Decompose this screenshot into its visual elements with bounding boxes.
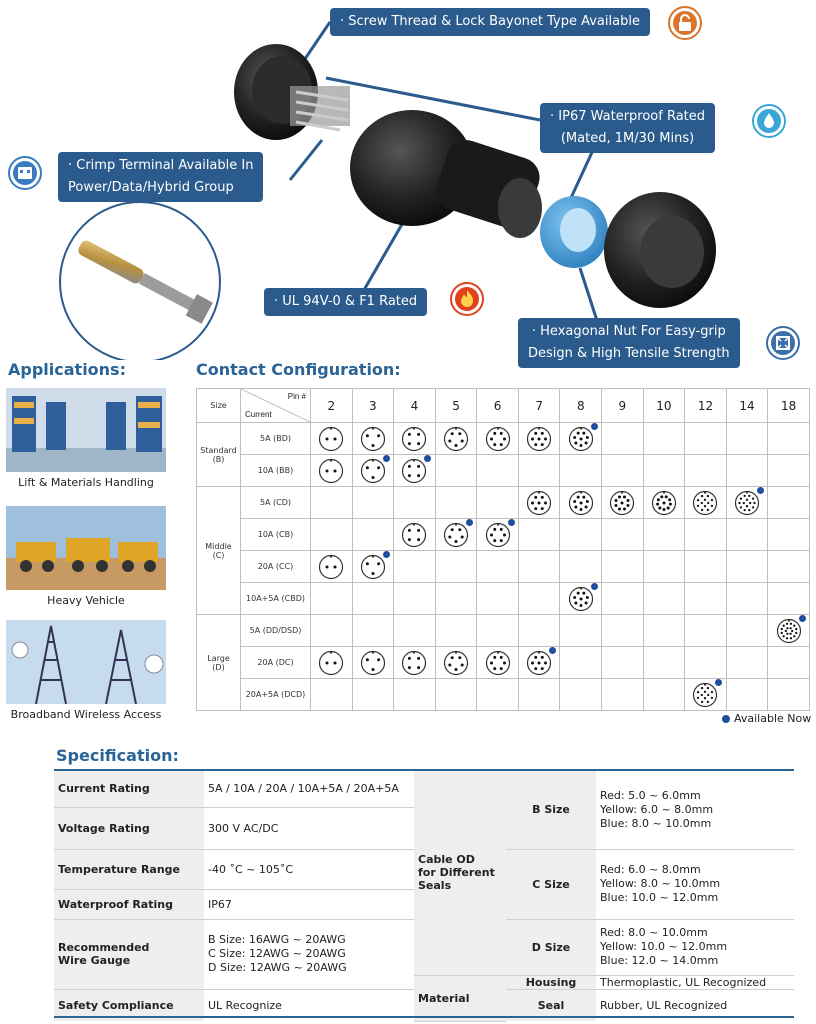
callout-screw-text: · Screw Thread & Lock Bayonet Type Available <box>340 14 640 29</box>
contact-cell <box>560 455 602 487</box>
contact-cell <box>477 615 519 647</box>
contact-cell <box>394 423 436 455</box>
available-dot-icon <box>508 519 515 526</box>
contact-cell <box>311 583 353 615</box>
contact-cell <box>311 455 353 487</box>
contact-cell <box>435 583 477 615</box>
contact-cell <box>643 583 685 615</box>
contact-cell <box>560 615 602 647</box>
specification-table <box>54 771 794 1022</box>
callout-hex-text-2: Design & High Tensile Strength <box>528 346 730 361</box>
contact-cell <box>518 519 560 551</box>
crimp-terminal-icon <box>8 156 42 190</box>
contact-row <box>197 455 810 487</box>
contact-cell <box>726 679 768 711</box>
available-dot-icon <box>383 551 390 558</box>
d-size-yellow: Yellow: 10.0 ~ 12.0mm <box>600 940 728 953</box>
contact-cell <box>352 455 394 487</box>
available-dot-icon <box>591 423 598 430</box>
pin-count-header: 4 <box>394 389 436 423</box>
pin-layout-icon <box>485 650 511 676</box>
contact-cell <box>726 519 768 551</box>
spec-bottom-rule <box>54 1016 794 1018</box>
contact-cell <box>477 647 519 679</box>
contact-cell <box>602 423 644 455</box>
contact-cell <box>643 647 685 679</box>
cable-od-line-3: Seals <box>418 879 452 893</box>
contact-cell <box>518 487 560 519</box>
contact-cell <box>352 487 394 519</box>
contact-cell <box>726 615 768 647</box>
contact-cell <box>518 455 560 487</box>
callout-crimp <box>58 152 263 202</box>
available-dot-icon <box>549 647 556 654</box>
pin-layout-icon <box>692 682 718 708</box>
available-dot-icon <box>591 583 598 590</box>
contact-cell <box>394 519 436 551</box>
pin-layout-icon <box>443 522 469 548</box>
wire-gauge-line-2: Wire Gauge <box>58 954 131 967</box>
c-size-blue: Blue: 10.0 ~ 12.0mm <box>600 891 719 904</box>
current-header: Current <box>245 410 272 419</box>
contact-cell <box>477 423 519 455</box>
contact-cell <box>768 615 810 647</box>
pin-layout-icon <box>318 554 344 580</box>
contact-cell <box>768 647 810 679</box>
contact-cell <box>685 551 727 583</box>
pin-count-header: 18 <box>768 389 810 423</box>
spec-value-safety-compliance: UL Recognize <box>204 989 414 1021</box>
contact-cell <box>477 551 519 583</box>
contact-cell <box>394 487 436 519</box>
wire-gauge-c: C Size: 12AWG ~ 20AWG <box>208 947 346 960</box>
contact-cell <box>394 647 436 679</box>
current-label: 10A (BB) <box>241 455 311 487</box>
size-group-name: Middle <box>205 541 232 551</box>
contact-cell <box>685 647 727 679</box>
pin-count-header: 8 <box>560 389 602 423</box>
wire-gauge-d: D Size: 12AWG ~ 20AWG <box>208 961 347 974</box>
contact-cell <box>768 519 810 551</box>
contact-cell <box>768 487 810 519</box>
pin-layout-icon <box>360 458 386 484</box>
available-dot-icon <box>383 455 390 462</box>
pin-layout-icon <box>526 426 552 452</box>
current-label: 10A (CB) <box>241 519 311 551</box>
contact-cell <box>602 551 644 583</box>
contact-cell <box>518 647 560 679</box>
spec-key-housing: Housing <box>506 975 596 989</box>
contact-row <box>197 647 810 679</box>
contact-configuration-title: Contact Configuration: <box>196 360 401 379</box>
contact-cell <box>768 551 810 583</box>
spec-key-waterproof-rating: Waterproof Rating <box>54 889 204 919</box>
contact-cell <box>352 551 394 583</box>
contact-cell <box>311 487 353 519</box>
pin-count-header: 10 <box>643 389 685 423</box>
pin-count-header: 6 <box>477 389 519 423</box>
contact-cell <box>352 423 394 455</box>
contact-cell <box>643 679 685 711</box>
contact-cell <box>311 647 353 679</box>
contact-cell <box>602 679 644 711</box>
callout-hex-nut <box>518 318 740 368</box>
contact-cell <box>602 487 644 519</box>
contact-cell <box>643 615 685 647</box>
size-group-label <box>197 615 241 711</box>
pin-layout-icon <box>776 618 802 644</box>
pin-layout-icon <box>401 426 427 452</box>
contact-table-body <box>197 389 810 711</box>
contact-cell <box>602 615 644 647</box>
size-group-label <box>197 487 241 615</box>
contact-cell <box>560 551 602 583</box>
pin-layout-icon <box>609 490 635 516</box>
warehouse-image <box>6 388 166 472</box>
current-label: 10A+5A (CBD) <box>241 583 311 615</box>
contact-cell <box>643 487 685 519</box>
pin-layout-icon <box>651 490 677 516</box>
application-card-vehicle <box>6 506 166 607</box>
spec-key-wire-gauge <box>54 919 204 989</box>
contact-cell <box>560 583 602 615</box>
pin-layout-icon <box>568 490 594 516</box>
heavy-vehicle-image <box>6 506 166 590</box>
application-caption: Broadband Wireless Access <box>10 708 162 721</box>
contact-cell <box>435 551 477 583</box>
spec-value-seal: Rubber, UL Recognized <box>596 989 794 1021</box>
contact-cell <box>352 615 394 647</box>
callout-ip67-text-2: (Mated, 1M/30 Mins) <box>560 131 695 146</box>
pin-layout-icon <box>360 650 386 676</box>
application-caption: Lift & Materials Handling <box>18 476 154 489</box>
size-group-code: (C) <box>212 550 225 560</box>
contact-cell <box>352 519 394 551</box>
contact-cell <box>643 455 685 487</box>
application-card-lift <box>6 388 166 489</box>
current-label: 5A (DD/DSD) <box>241 615 311 647</box>
contact-cell <box>560 423 602 455</box>
pin-layout-icon <box>485 426 511 452</box>
contact-cell <box>726 423 768 455</box>
contact-row <box>197 423 810 455</box>
contact-cell <box>643 519 685 551</box>
spec-value-waterproof-rating: IP67 <box>204 889 414 919</box>
contact-cell <box>768 679 810 711</box>
spec-value-c-size <box>596 849 794 919</box>
contact-cell <box>518 551 560 583</box>
spec-row <box>54 771 794 807</box>
contact-row <box>197 487 810 519</box>
callout-ul94 <box>264 288 427 316</box>
contact-cell <box>435 487 477 519</box>
pin-layout-icon <box>526 650 552 676</box>
contact-cell <box>477 583 519 615</box>
spec-value-housing: Thermoplastic, UL Recognized <box>596 975 794 989</box>
pin-count-header: 9 <box>602 389 644 423</box>
contact-cell <box>435 519 477 551</box>
pin-layout-icon <box>443 650 469 676</box>
callout-crimp-text-1: · Crimp Terminal Available In <box>68 158 254 173</box>
callout-ip67 <box>540 103 715 153</box>
spec-key-seal: Seal <box>506 989 596 1021</box>
spec-key-material: Material <box>414 975 506 1021</box>
application-caption: Heavy Vehicle <box>47 594 125 607</box>
current-label: 20A (DC) <box>241 647 311 679</box>
size-header: Size <box>197 389 241 423</box>
size-group-code: (D) <box>212 662 225 672</box>
contact-cell <box>477 455 519 487</box>
current-label: 5A (BD) <box>241 423 311 455</box>
contact-cell <box>435 679 477 711</box>
contact-cell <box>435 423 477 455</box>
contact-cell <box>518 615 560 647</box>
pin-layout-icon <box>401 458 427 484</box>
contact-cell <box>643 551 685 583</box>
pin-layout-icon <box>401 650 427 676</box>
callout-ip67-text-1: · IP67 Waterproof Rated <box>550 109 706 124</box>
spec-value-d-size <box>596 919 794 975</box>
contact-cell <box>394 615 436 647</box>
d-size-red: Red: 8.0 ~ 10.0mm <box>600 926 708 939</box>
pin-count-header: 7 <box>518 389 560 423</box>
pin-count-header: 3 <box>352 389 394 423</box>
wire-gauge-line-1: Recommended <box>58 941 150 954</box>
contact-cell <box>685 423 727 455</box>
lock-icon <box>668 6 702 40</box>
pin-layout-icon <box>526 490 552 516</box>
contact-cell <box>394 551 436 583</box>
contact-cell <box>726 647 768 679</box>
contact-cell <box>435 647 477 679</box>
available-dot-icon <box>424 455 431 462</box>
spec-key-c-size: C Size <box>506 849 596 919</box>
cable-od-line-1: Cable OD <box>418 853 475 867</box>
spec-key-b-size: B Size <box>506 771 596 849</box>
spec-value-b-size <box>596 771 794 849</box>
pin-layout-icon <box>568 586 594 612</box>
contact-row <box>197 519 810 551</box>
contact-cell <box>768 583 810 615</box>
contact-cell <box>477 487 519 519</box>
callout-hex-text-1: · Hexagonal Nut For Easy-grip <box>531 324 726 339</box>
specification-title: Specification: <box>56 746 179 765</box>
current-label: 20A+5A (DCD) <box>241 679 311 711</box>
spec-key-temperature-range: Temperature Range <box>54 849 204 889</box>
application-card-wireless <box>6 620 166 721</box>
contact-cell <box>394 583 436 615</box>
size-group-name: Large <box>207 653 230 663</box>
fire-icon <box>450 282 484 316</box>
contact-row <box>197 551 810 583</box>
contact-cell <box>685 583 727 615</box>
contact-cell <box>602 583 644 615</box>
spec-key-voltage-rating: Voltage Rating <box>54 807 204 849</box>
contact-cell <box>311 519 353 551</box>
contact-cell <box>518 583 560 615</box>
contact-cell <box>560 487 602 519</box>
available-dot-icon <box>722 715 730 723</box>
callout-ul94-text: · UL 94V-0 & F1 Rated <box>274 294 418 309</box>
contact-cell <box>685 615 727 647</box>
contact-cell <box>560 647 602 679</box>
available-dot-icon <box>799 615 806 622</box>
wire-gauge-b: B Size: 16AWG ~ 20AWG <box>208 933 346 946</box>
pin-layout-icon <box>318 650 344 676</box>
pin-layout-icon <box>360 554 386 580</box>
contact-configuration-table <box>196 388 810 711</box>
contact-cell <box>726 551 768 583</box>
pin-layout-icon <box>401 522 427 548</box>
contact-cell <box>643 423 685 455</box>
contact-cell <box>726 455 768 487</box>
contact-row <box>197 583 810 615</box>
cell-tower-image <box>6 620 166 704</box>
contact-cell <box>311 551 353 583</box>
contact-cell <box>352 583 394 615</box>
pin-count-header: 12 <box>685 389 727 423</box>
size-group-label <box>197 423 241 487</box>
contact-cell <box>685 455 727 487</box>
cable-od-line-2: for Different <box>418 866 495 880</box>
contact-cell <box>685 519 727 551</box>
contact-row <box>197 679 810 711</box>
contact-cell <box>726 487 768 519</box>
available-dot-icon <box>715 679 722 686</box>
available-dot-icon <box>466 519 473 526</box>
callout-crimp-text-2: Power/Data/Hybrid Group <box>68 180 234 195</box>
contact-cell <box>394 455 436 487</box>
callout-screw-thread <box>330 8 650 36</box>
contact-cell <box>518 679 560 711</box>
available-dot-icon <box>757 487 764 494</box>
pin-count-header: 14 <box>726 389 768 423</box>
contact-cell <box>352 647 394 679</box>
c-size-yellow: Yellow: 8.0 ~ 10.0mm <box>600 877 721 890</box>
applications-title: Applications: <box>8 360 126 379</box>
pin-layout-icon <box>692 490 718 516</box>
spec-value-voltage-rating: 300 V AC/DC <box>204 807 414 849</box>
product-illustration <box>0 0 816 360</box>
contact-cell <box>518 423 560 455</box>
contact-cell <box>477 679 519 711</box>
spec-value-wire-gauge <box>204 919 414 989</box>
spec-key-safety-compliance: Safety Compliance <box>54 989 204 1021</box>
spec-key-cable-od <box>414 771 506 975</box>
pin-layout-icon <box>318 458 344 484</box>
contact-cell <box>560 519 602 551</box>
pin-layout-icon <box>360 426 386 452</box>
pin-layout-icon <box>485 522 511 548</box>
size-group-code: (B) <box>212 454 225 464</box>
current-label: 20A (CC) <box>241 551 311 583</box>
contact-cell <box>602 647 644 679</box>
contact-cell <box>768 455 810 487</box>
contact-cell <box>726 583 768 615</box>
contact-cell <box>435 455 477 487</box>
pin-current-header <box>241 389 311 423</box>
availability-legend <box>722 712 811 725</box>
pin-layout-icon <box>443 426 469 452</box>
spec-key-d-size: D Size <box>506 919 596 975</box>
b-size-yellow: Yellow: 6.0 ~ 8.0mm <box>600 802 714 816</box>
spec-key-current-rating: Current Rating <box>54 771 204 807</box>
contact-cell <box>352 679 394 711</box>
spec-value-temperature-range: -40 ˚C ~ 105˚C <box>204 849 414 889</box>
contact-cell <box>311 615 353 647</box>
contact-cell <box>560 679 602 711</box>
spec-value-current-rating: 5A / 10A / 20A / 10A+5A / 20A+5A <box>204 771 414 807</box>
pin-count-header: 5 <box>435 389 477 423</box>
contact-cell <box>685 487 727 519</box>
water-drop-icon <box>752 104 786 138</box>
b-size-blue: Blue: 8.0 ~ 10.0mm <box>600 816 712 830</box>
contact-cell <box>602 519 644 551</box>
pin-layout-icon <box>568 426 594 452</box>
c-size-red: Red: 6.0 ~ 8.0mm <box>600 863 701 876</box>
pin-count-header: 2 <box>311 389 353 423</box>
contact-cell <box>435 615 477 647</box>
pin-layout-icon <box>318 426 344 452</box>
current-label: 5A (CD) <box>241 487 311 519</box>
contact-cell <box>311 679 353 711</box>
contact-row <box>197 615 810 647</box>
contact-cell <box>602 455 644 487</box>
hex-nut-icon <box>766 326 800 360</box>
legend-text: Available Now <box>734 712 812 725</box>
size-group-name: Standard <box>200 445 237 455</box>
contact-cell <box>394 679 436 711</box>
b-size-red: Red: 5.0 ~ 6.0mm <box>600 788 701 802</box>
contact-cell <box>685 679 727 711</box>
pin-header: Pin # <box>287 392 306 401</box>
pin-layout-icon <box>734 490 760 516</box>
d-size-blue: Blue: 12.0 ~ 14.0mm <box>600 954 719 967</box>
contact-cell <box>311 423 353 455</box>
contact-header-row <box>197 389 810 423</box>
contact-cell <box>477 519 519 551</box>
contact-cell <box>768 423 810 455</box>
